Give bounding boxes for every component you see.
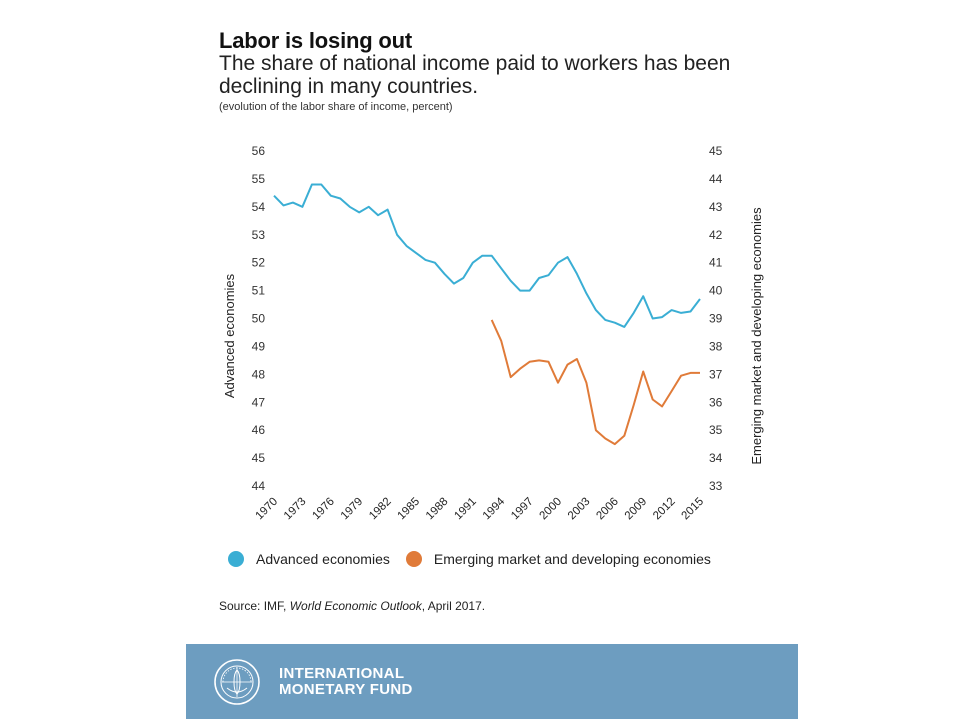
imf-name xyxy=(279,666,413,698)
right-axis-label: Emerging market and developing economies xyxy=(749,207,764,465)
x-tick-label: 2009 xyxy=(622,495,650,523)
legend-label-emerging: Emerging market and developing economies xyxy=(433,551,711,567)
right-tick-label: 37 xyxy=(709,367,723,382)
left-tick-label: 51 xyxy=(251,283,265,298)
left-tick-label: 55 xyxy=(251,171,265,186)
x-tick-label: 2015 xyxy=(679,495,707,523)
legend-item-advanced xyxy=(228,551,390,567)
right-tick-label: 38 xyxy=(709,339,723,354)
source-note xyxy=(219,599,485,613)
left-tick-label: 52 xyxy=(251,255,265,270)
imf-footer-banner xyxy=(186,644,798,719)
x-tick-label: 1988 xyxy=(423,495,451,523)
chart-subtitle: The share of national income paid to workers has been declining in many countries. xyxy=(219,52,731,98)
series-line-emerging xyxy=(492,320,700,444)
series-lines xyxy=(274,185,700,445)
right-tick-label: 44 xyxy=(709,171,723,186)
x-axis-ticks xyxy=(254,495,707,522)
x-tick-label: 1991 xyxy=(452,495,479,523)
imf-name-line1: INTERNATIONAL xyxy=(279,665,405,682)
left-tick-label: 46 xyxy=(251,423,265,438)
chart-note: (evolution of the labor share of income, percent) xyxy=(219,101,453,113)
left-tick-label: 47 xyxy=(251,395,265,410)
source-prefix: Source: IMF, xyxy=(219,599,290,613)
left-tick-label: 49 xyxy=(251,339,265,354)
x-tick-label: 1982 xyxy=(367,495,394,523)
right-tick-label: 43 xyxy=(709,199,723,214)
left-tick-label: 45 xyxy=(251,451,265,466)
x-tick-label: 1979 xyxy=(338,495,366,523)
right-tick-label: 39 xyxy=(709,311,723,326)
right-tick-label: 41 xyxy=(709,255,723,270)
x-tick-label: 1994 xyxy=(480,495,508,523)
x-tick-label: 2000 xyxy=(537,495,565,523)
left-tick-label: 54 xyxy=(251,199,265,214)
x-tick-label: 1976 xyxy=(310,495,337,523)
right-tick-label: 33 xyxy=(709,479,723,493)
x-tick-label: 2012 xyxy=(651,495,678,523)
imf-name-line2: MONETARY FUND xyxy=(279,681,413,698)
legend-dot-advanced xyxy=(228,551,244,567)
right-tick-label: 45 xyxy=(709,144,723,158)
imf-seal-icon xyxy=(213,658,261,706)
legend-label-advanced: Advanced economies xyxy=(256,551,390,567)
x-tick-label: 2003 xyxy=(565,495,593,523)
legend-item-emerging xyxy=(406,551,711,567)
left-tick-label: 53 xyxy=(251,227,265,242)
left-tick-label: 50 xyxy=(251,311,265,326)
x-tick-label: 1973 xyxy=(281,495,309,523)
legend xyxy=(228,551,727,567)
right-tick-label: 35 xyxy=(709,423,723,438)
legend-dot-emerging xyxy=(406,551,422,567)
x-tick-label: 1970 xyxy=(253,495,281,523)
right-tick-label: 36 xyxy=(709,395,723,410)
right-tick-label: 42 xyxy=(709,227,723,242)
right-axis-ticks xyxy=(709,144,723,493)
chart-title: Labor is losing out xyxy=(219,28,412,53)
x-tick-label: 2006 xyxy=(594,495,621,523)
x-tick-label: 1997 xyxy=(509,495,536,523)
left-tick-label: 56 xyxy=(251,144,265,158)
source-publication: World Economic Outlook xyxy=(289,599,422,613)
left-tick-label: 48 xyxy=(251,367,265,382)
source-suffix: , April 2017. xyxy=(421,599,486,613)
series-line-advanced xyxy=(274,185,700,327)
left-tick-label: 44 xyxy=(251,479,265,493)
x-tick-label: 1985 xyxy=(395,495,423,523)
left-axis-ticks xyxy=(252,144,266,493)
right-tick-label: 40 xyxy=(709,283,723,298)
left-axis-label: Advanced economies xyxy=(222,273,237,399)
right-tick-label: 34 xyxy=(709,451,723,466)
